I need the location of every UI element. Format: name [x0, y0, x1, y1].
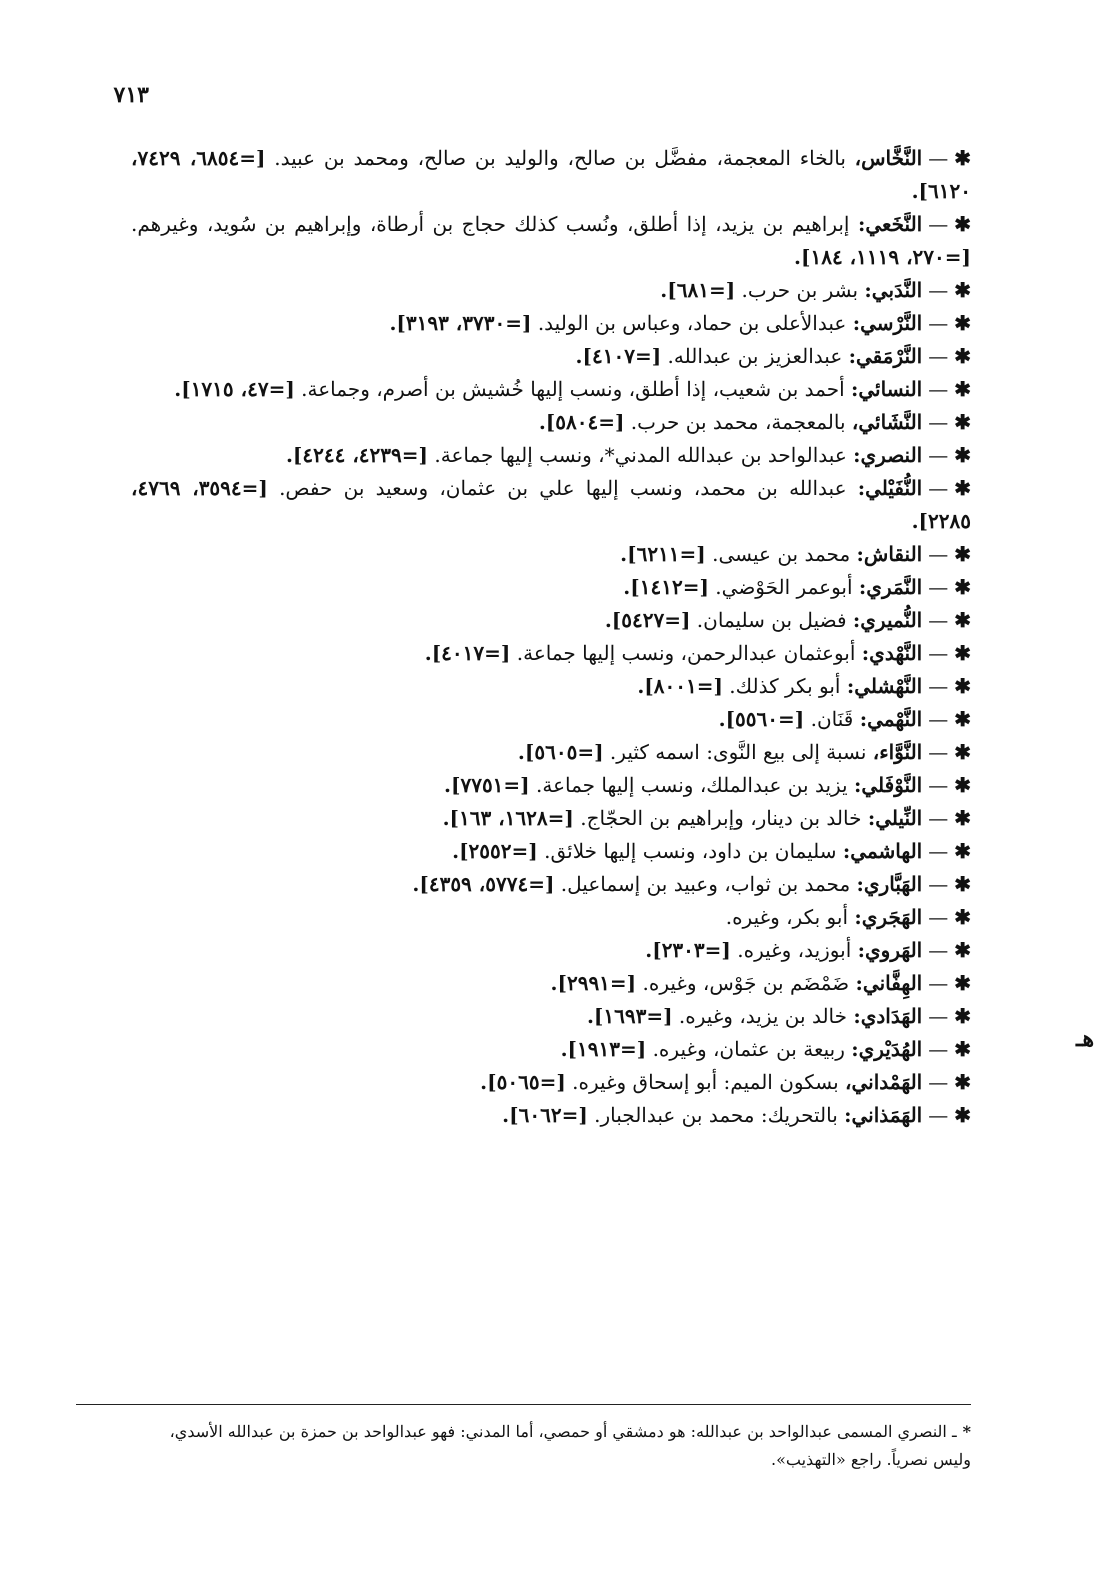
entry-text: ربيعة بن عثمان، وغيره. [646, 1037, 852, 1061]
asterisk-icon: ✱ [954, 740, 971, 764]
entry-item [131, 802, 971, 835]
asterisk-icon: ✱ [954, 872, 971, 896]
entry-heading: النَّهْدي: [861, 641, 923, 665]
asterisk-icon: ✱ [954, 707, 971, 731]
entry-item [131, 835, 971, 868]
entry-item [131, 538, 971, 571]
entry-item [131, 406, 971, 439]
dash-icon: — [928, 212, 949, 236]
entry-references: [=٥٤٢٧]. [604, 608, 691, 632]
entry-heading: النَّشَائي، [851, 410, 923, 434]
dash-icon: — [928, 443, 949, 467]
entry-item [131, 934, 971, 967]
entry-references: [=٤٢٣٩، ٤٢٤٤]. [285, 443, 428, 467]
entry-references: [=٥٠٦٥]. [480, 1070, 566, 1094]
entry-text: سليمان بن داود، ونسب إليها خلائق. [537, 839, 843, 863]
entry-heading: الهَجَري: [854, 905, 923, 929]
entry-item [131, 637, 971, 670]
entry-text: إبراهيم بن يزيد، إذا أطلق، ونُسب كذلك حجاج بن أرطاة، وإبراهيم بن سُويد، وغيرهم. [131, 212, 858, 236]
entry-heading: النِّيلي: [867, 806, 923, 830]
entry-references: [=٥٥٦٠]. [718, 707, 805, 731]
dash-icon: — [928, 146, 949, 170]
dash-icon: — [928, 1070, 949, 1094]
dash-icon: — [928, 707, 949, 731]
asterisk-icon: ✱ [954, 1103, 971, 1127]
asterisk-icon: ✱ [954, 311, 971, 335]
asterisk-icon: ✱ [954, 905, 971, 929]
dash-icon: — [928, 905, 949, 929]
asterisk-icon: ✱ [954, 674, 971, 698]
entry-text: محمد بن عيسى. [705, 542, 857, 566]
asterisk-icon: ✱ [954, 542, 971, 566]
entry-references: [=٣٧٣٠، ٣١٩٣]. [389, 311, 532, 335]
dash-icon: — [928, 938, 949, 962]
entry-heading: الهِفَّاني: [855, 971, 923, 995]
entry-heading: النصري: [853, 443, 923, 467]
entry-heading: النَّوْفَلي: [853, 773, 923, 797]
entry-item [131, 340, 971, 373]
entry-references: [=٥٧٧٤، ٤٣٥٩]. [412, 872, 555, 896]
dash-icon: — [928, 773, 949, 797]
entry-references: [=٥٦٠٥]. [517, 740, 604, 764]
entry-item [131, 307, 971, 340]
entry-item [131, 1066, 971, 1099]
entry-text: قَنَان. [804, 707, 860, 731]
entry-list [131, 142, 971, 1132]
entry-text: بسكون الميم: أبو إسحاق وغيره. [565, 1070, 846, 1094]
entry-references: [=٢٣٠٣]. [645, 938, 731, 962]
entry-heading: الهُدَيْري: [851, 1037, 923, 1061]
entry-references: [=١٦٩٣]. [586, 1004, 673, 1028]
asterisk-icon: ✱ [954, 971, 971, 995]
dash-icon: — [928, 377, 949, 401]
asterisk-icon: ✱ [954, 575, 971, 599]
entry-heading: النَّمَري: [858, 575, 923, 599]
entry-text: بالخاء المعجمة، مفضَّل بن صالح، والوليد بن صالح، ومحمد بن عبيد. [265, 146, 855, 170]
entry-item [131, 670, 971, 703]
entry-item [131, 373, 971, 406]
footnote [131, 1418, 971, 1474]
entry-item [131, 571, 971, 604]
dash-icon: — [928, 542, 949, 566]
entry-references: [=٦٠٦٢]. [502, 1103, 588, 1127]
entry-heading: الهَدَادي: [853, 1004, 923, 1028]
entry-references: [=٢٧٠، ١١١٩، ١٨٤]. [794, 245, 971, 269]
asterisk-icon: ✱ [954, 476, 971, 500]
dash-icon: — [928, 806, 949, 830]
entry-text: خالد بن يزيد، وغيره. [672, 1004, 854, 1028]
entry-item [131, 1000, 971, 1033]
dash-icon: — [928, 971, 949, 995]
entry-heading: النَّهْشلي: [846, 674, 923, 698]
entry-text: يزيد بن عبدالملك، ونسب إليها جماعة. [529, 773, 854, 797]
entry-text: أبوعثمان عبدالرحمن، ونسب إليها جماعة. [510, 641, 862, 665]
entry-heading: النَّرْسي: [852, 311, 923, 335]
entry-text: عبدالعزيز بن عبدالله. [661, 344, 849, 368]
dash-icon: — [928, 740, 949, 764]
asterisk-icon: ✱ [954, 443, 971, 467]
dash-icon: — [928, 311, 949, 335]
entry-references: [=٧٧٥١]. [444, 773, 530, 797]
entry-heading: الهَروي: [857, 938, 923, 962]
entry-item [131, 769, 971, 802]
entry-heading: النَّرْمَقي: [848, 344, 923, 368]
entry-text: نسبة إلى بيع النَّوى: اسمه كثير. [603, 740, 873, 764]
footnote-separator [76, 1404, 971, 1405]
entry-heading: الهَمْداني، [845, 1070, 923, 1094]
dash-icon: — [928, 410, 949, 434]
entry-heading: النَّخَعي: [857, 212, 923, 236]
entry-text: أحمد بن شعيب، إذا أطلق، ونسب إليها خُشيش بن أصرم، وجماعة. [294, 377, 851, 401]
asterisk-icon: ✱ [954, 938, 971, 962]
entry-references: [=٢٥٥٢]. [452, 839, 538, 863]
entry-text: بالمعجمة، محمد بن حرب. [624, 410, 852, 434]
entry-text: أبو بكر كذلك. [722, 674, 847, 698]
entry-item [131, 142, 971, 208]
margin-letter: هـ [1076, 1026, 1095, 1052]
entry-heading: النسائي: [850, 377, 923, 401]
dash-icon: — [928, 674, 949, 698]
entry-references: [=٤١٠٧]. [575, 344, 662, 368]
entry-item [131, 901, 971, 934]
entry-references: [=٣٥٩٤، ٤٧٦٩، ٢٢٨٥]. [131, 476, 971, 533]
entry-text: أبوزيد، وغيره. [730, 938, 858, 962]
dash-icon: — [928, 1037, 949, 1061]
entry-references: [=١٤١٢]. [623, 575, 709, 599]
dash-icon: — [928, 476, 949, 500]
asterisk-icon: ✱ [954, 377, 971, 401]
entry-item [131, 274, 971, 307]
asterisk-icon: ✱ [954, 344, 971, 368]
dash-icon: — [928, 1004, 949, 1028]
entry-text: عبدالله بن محمد، ونسب إليها علي بن عثمان، وسعيد بن حفص. [267, 476, 858, 500]
entry-references: [=١٩١٣]. [560, 1037, 647, 1061]
asterisk-icon: ✱ [954, 839, 971, 863]
entry-references: [=١٦٢٨، ١٦٣]. [442, 806, 574, 830]
entry-text: عبدالواحد بن عبدالله المدني*، ونسب إليها جماعة. [428, 443, 854, 467]
dash-icon: — [928, 872, 949, 896]
asterisk-icon: ✱ [954, 1037, 971, 1061]
entry-item [131, 1033, 971, 1066]
entry-text: بشر بن حرب. [735, 278, 865, 302]
entry-item [131, 736, 971, 769]
entry-references: [=٦٨٥٤، ٧٤٢٩، ٦١٢٠]. [131, 146, 971, 203]
entry-text: خالد بن دينار، وإبراهيم بن الحجّاج. [573, 806, 868, 830]
asterisk-icon: ✱ [954, 1004, 971, 1028]
entry-item [131, 703, 971, 736]
asterisk-icon: ✱ [954, 212, 971, 236]
entry-item [131, 472, 971, 538]
entry-text: أبوعمر الحَوْضي. [708, 575, 859, 599]
asterisk-icon: ✱ [954, 773, 971, 797]
entry-heading: النقاش: [856, 542, 923, 566]
entry-references: [=٤٠١٧]. [424, 641, 511, 665]
entry-references: [=٨٠٠١]. [637, 674, 723, 698]
entry-text: ضَمْضَم بن جَوْس، وغيره. [636, 971, 856, 995]
page-number: ٧١٣ [113, 82, 149, 108]
dash-icon: — [928, 641, 949, 665]
asterisk-icon: ✱ [954, 410, 971, 434]
asterisk-icon: ✱ [954, 608, 971, 632]
entry-item [131, 439, 971, 472]
entry-references: [=٢٩٩١]. [550, 971, 637, 995]
entry-references: [=٤٧، ١٧١٥]. [174, 377, 295, 401]
entry-item [131, 604, 971, 637]
entry-heading: الهَمَذاني: [844, 1103, 923, 1127]
footnote-marker: * [962, 1422, 971, 1441]
asterisk-icon: ✱ [954, 278, 971, 302]
asterisk-icon: ✱ [954, 146, 971, 170]
entry-text: محمد بن ثواب، وعبيد بن إسماعيل. [554, 872, 857, 896]
asterisk-icon: ✱ [954, 806, 971, 830]
entry-heading: النُّفَيْلي: [857, 476, 923, 500]
dash-icon: — [928, 344, 949, 368]
entry-heading: النَّخَّاس، [854, 146, 923, 170]
entry-heading: النَّوَّاء، [872, 740, 923, 764]
entry-references: [=٦٢١١]. [620, 542, 706, 566]
entry-heading: الهاشمي: [842, 839, 923, 863]
entry-item [131, 1099, 971, 1132]
entry-references: [=٦٨١]. [660, 278, 736, 302]
dash-icon: — [928, 839, 949, 863]
dash-icon: — [928, 278, 949, 302]
entry-heading: النُّميري: [852, 608, 923, 632]
asterisk-icon: ✱ [954, 641, 971, 665]
entry-heading: الهَبَّاري: [856, 872, 923, 896]
footnote-text: ـ النصري المسمى عبدالواحد بن عبدالله: هو دمشقي أو حمصي، أما المدني: فهو عبدالواحد بن حمزة بن عبدالله الأسدي، وليس نصرياً. راجع «التهذيب». [169, 1422, 971, 1469]
asterisk-icon: ✱ [954, 1070, 971, 1094]
entry-references: [=٥٨٠٤]. [538, 410, 625, 434]
dash-icon: — [928, 575, 949, 599]
entry-text: بالتحريك: محمد بن عبدالجبار. [587, 1103, 845, 1127]
entry-text: عبدالأعلى بن حماد، وعباس بن الوليد. [531, 311, 853, 335]
entry-text: أبو بكر، وغيره. [725, 905, 855, 929]
dash-icon: — [928, 608, 949, 632]
entry-item [131, 967, 971, 1000]
entry-heading: النَّدَبي: [864, 278, 923, 302]
dash-icon: — [928, 1103, 949, 1127]
entry-item [131, 868, 971, 901]
entry-item [131, 208, 971, 274]
entry-text: فضيل بن سليمان. [690, 608, 853, 632]
entry-heading: النَّهْمي: [859, 707, 923, 731]
